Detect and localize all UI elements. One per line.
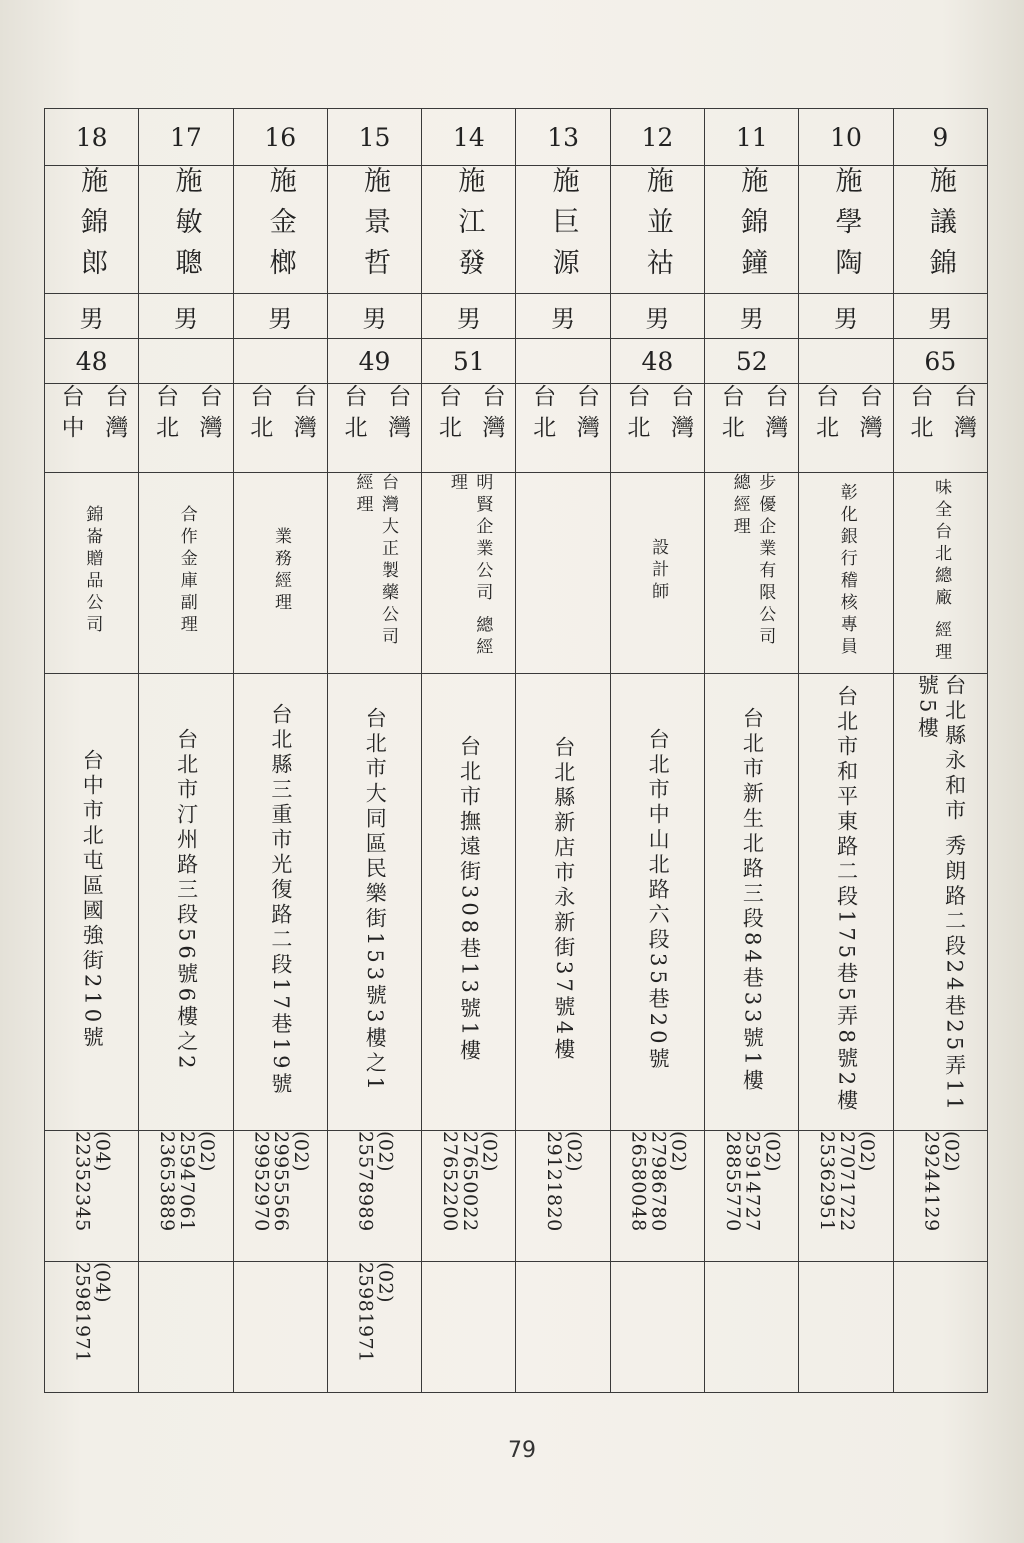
member-origin-cell [422, 384, 516, 473]
member-address: 台中市北屯區國強街210號 [80, 748, 105, 1052]
member-origin-cell [233, 384, 327, 473]
member-origin: 台灣 台北 [434, 384, 505, 446]
member-sex-cell: 男 [422, 294, 516, 339]
member-phone: (04) 22352345 [71, 1131, 114, 1232]
member-origin: 台灣 台北 [151, 384, 222, 446]
member-address-cell [45, 674, 139, 1131]
member-name: 施江發 [453, 166, 485, 289]
member-number-cell: 12 [610, 109, 704, 166]
member-name-cell [610, 166, 704, 294]
member-address: 台北縣永和市 秀朗路二段24巷25弄11號5樓 [915, 674, 967, 1114]
member-address: 台北市新生北路三段84巷33號1樓 [740, 706, 765, 1094]
member-name: 施巨源 [547, 166, 579, 289]
member-phone: (02) 27650022 27652200 [438, 1131, 501, 1232]
member-address: 台北市汀州路三段56號6樓之2 [174, 727, 199, 1073]
member-name: 施議錦 [924, 166, 956, 289]
member-age-cell [799, 339, 893, 384]
page-number: 79 [508, 1438, 536, 1463]
member-origin-cell [327, 384, 421, 473]
member-name-cell [893, 166, 987, 294]
member-address-cell [893, 674, 987, 1131]
member-name: 施景哲 [359, 166, 391, 289]
member-fax-cell [422, 1262, 516, 1393]
member-name-cell [705, 166, 799, 294]
member-origin-row [45, 384, 988, 473]
member-origin: 台灣 台北 [812, 384, 882, 446]
member-age-cell [516, 339, 610, 384]
member-name: 施錦郎 [76, 166, 108, 289]
member-age-cell: 65 [893, 339, 987, 384]
member-address: 台北市和平東路二段175巷5弄8號2樓 [834, 685, 859, 1115]
member-fax-cell [705, 1262, 799, 1393]
member-occupation-cell [516, 473, 610, 674]
member-address: 台北市撫遠街308巷13號1樓 [457, 735, 482, 1065]
member-phone-cell [705, 1131, 799, 1262]
member-phone: (02) 29121820 [543, 1131, 586, 1232]
member-sex-row [45, 294, 988, 339]
member-phone: (02) 29955566 29952970 [250, 1131, 313, 1232]
member-name-cell [327, 166, 421, 294]
member-age-cell [233, 339, 327, 384]
member-occupation-cell [233, 473, 327, 674]
member-address-cell [422, 674, 516, 1131]
member-address-row [45, 674, 988, 1131]
member-fax-cell [327, 1262, 421, 1393]
member-origin: 台灣 台北 [717, 384, 788, 446]
member-phone: (02) 29244129 [920, 1131, 963, 1232]
member-occupation: 明賢企業公司 總經理 [446, 473, 493, 660]
member-occupation: 合作金庫副理 [176, 505, 197, 637]
member-number-cell: 14 [422, 109, 516, 166]
member-sex-cell: 男 [327, 294, 421, 339]
member-origin: 台灣 台北 [529, 384, 599, 446]
member-address: 台北縣新店市永新街37號4樓 [551, 736, 576, 1064]
member-fax-cell [799, 1262, 893, 1393]
member-occupation: 台灣大正製藥公司 經理 [352, 473, 399, 649]
member-name-cell [45, 166, 139, 294]
member-fax: (04) 25981971 [71, 1262, 114, 1363]
member-fax: (02) 25981971 [354, 1262, 397, 1363]
member-address: 台北市大同區民樂街153號3樓之1 [363, 706, 388, 1094]
member-occupation-cell [705, 473, 799, 674]
member-number-cell: 13 [516, 109, 610, 166]
member-age-cell: 48 [610, 339, 704, 384]
member-number-cell: 16 [233, 109, 327, 166]
member-address-cell [705, 674, 799, 1131]
member-occupation: 彰化銀行稽核專員 [836, 483, 857, 659]
member-name-cell [233, 166, 327, 294]
member-name-row [45, 166, 988, 294]
member-name: 施敏聰 [170, 166, 202, 289]
member-age-cell: 52 [705, 339, 799, 384]
member-sex-cell: 男 [45, 294, 139, 339]
member-address: 台北市中山北路六段35巷20號 [646, 727, 671, 1073]
member-phone-row [45, 1131, 988, 1262]
member-sex-cell: 男 [799, 294, 893, 339]
member-phone: (02) 25947061 23653889 [155, 1131, 218, 1232]
member-origin: 台灣 台北 [623, 384, 694, 446]
member-occupation-cell [139, 473, 233, 674]
member-occupation-cell [799, 473, 893, 674]
member-address-cell [516, 674, 610, 1131]
member-sex-cell: 男 [705, 294, 799, 339]
member-sex-cell: 男 [516, 294, 610, 339]
member-phone: (02) 25914727 28855770 [721, 1131, 784, 1232]
member-number-cell: 18 [45, 109, 139, 166]
member-phone: (02) 25578989 [354, 1131, 397, 1232]
member-age-cell: 51 [422, 339, 516, 384]
member-occupation: 步優企業有限公司 總經理 [729, 473, 776, 649]
member-address-cell [233, 674, 327, 1131]
member-origin: 台灣 台中 [57, 384, 128, 446]
member-origin-cell [610, 384, 704, 473]
member-phone-cell [139, 1131, 233, 1262]
member-fax-cell [139, 1262, 233, 1393]
member-occupation-cell [327, 473, 421, 674]
member-occupation-cell [422, 473, 516, 674]
member-number-cell: 11 [705, 109, 799, 166]
clan-member-table [44, 108, 988, 1393]
member-fax-cell [45, 1262, 139, 1393]
member-fax-cell [610, 1262, 704, 1393]
member-origin-cell [799, 384, 893, 473]
member-origin-cell [45, 384, 139, 473]
member-name-cell [799, 166, 893, 294]
member-origin: 台灣 台北 [246, 384, 316, 446]
member-age-cell: 48 [45, 339, 139, 384]
member-address-cell [327, 674, 421, 1131]
member-sex-cell: 男 [139, 294, 233, 339]
member-name: 施錦鐘 [736, 166, 768, 289]
member-age-cell: 49 [327, 339, 421, 384]
member-address-cell [799, 674, 893, 1131]
member-age-cell [139, 339, 233, 384]
member-occupation-cell [893, 473, 987, 674]
member-phone-cell [799, 1131, 893, 1262]
member-origin: 台灣 台北 [340, 384, 411, 446]
member-name: 施金榔 [264, 166, 296, 289]
member-sex-cell: 男 [610, 294, 704, 339]
member-phone: (02) 27071722 25362951 [816, 1131, 878, 1232]
member-phone: (02) 27986780 26580048 [627, 1131, 690, 1232]
member-address-cell [610, 674, 704, 1131]
member-occupation: 錦崙贈品公司 [82, 505, 103, 637]
member-occupation: 業務經理 [270, 527, 291, 615]
member-sex-cell: 男 [893, 294, 987, 339]
member-fax-cell [516, 1262, 610, 1393]
member-name: 施並祜 [641, 166, 673, 289]
member-phone-cell [422, 1131, 516, 1262]
member-age-row [45, 339, 988, 384]
member-origin-cell [893, 384, 987, 473]
member-occupation: 設計師 [648, 538, 669, 604]
member-phone-cell [45, 1131, 139, 1262]
member-address-cell [139, 674, 233, 1131]
member-number-cell: 9 [893, 109, 987, 166]
member-number-cell: 10 [799, 109, 893, 166]
member-occupation: 味全台北總廠 經理 [931, 477, 952, 665]
member-occupation-cell [610, 473, 704, 674]
member-number-cell: 17 [139, 109, 233, 166]
member-name-cell [422, 166, 516, 294]
member-phone-cell [327, 1131, 421, 1262]
member-origin: 台灣 台北 [906, 384, 977, 446]
member-phone-cell [516, 1131, 610, 1262]
member-origin-cell [139, 384, 233, 473]
member-name-cell [139, 166, 233, 294]
member-phone-cell [233, 1131, 327, 1262]
member-name-cell [516, 166, 610, 294]
member-address: 台北縣三重市光復路二段17巷19號 [268, 702, 293, 1098]
member-fax-row [45, 1262, 988, 1393]
member-number-row [45, 109, 988, 166]
member-name: 施學陶 [830, 166, 862, 289]
member-sex-cell: 男 [233, 294, 327, 339]
member-phone-cell [610, 1131, 704, 1262]
member-number-cell: 15 [327, 109, 421, 166]
member-occupation-cell [45, 473, 139, 674]
member-origin-cell [516, 384, 610, 473]
member-fax-cell [893, 1262, 987, 1393]
member-phone-cell [893, 1131, 987, 1262]
member-occupation-row [45, 473, 988, 674]
member-fax-cell [233, 1262, 327, 1393]
member-origin-cell [705, 384, 799, 473]
